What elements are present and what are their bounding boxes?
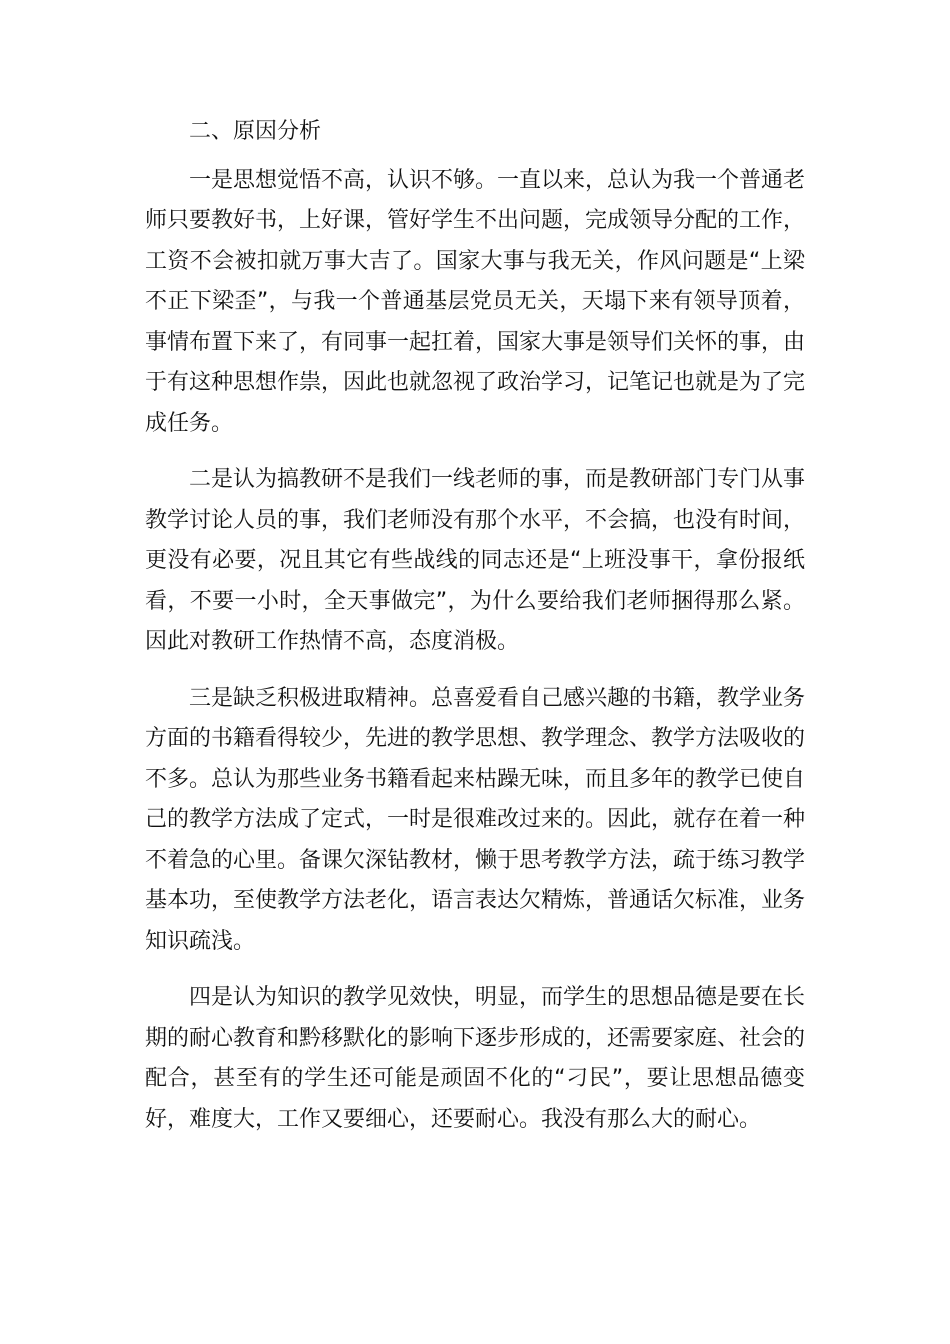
paragraph-3: 三是缺乏积极进取精神。总喜爱看自己感兴趣的书籍，教学业务方面的书籍看得较少，先进的教学思想、教学理念、教学方法吸收的不多。总认为那些业务书籍看起来枯躁无味，而且多年的教学已使自己的教学方法成了定式，一时是很难改过来的。因此，就存在着一种不着急的心里。备课欠深钻教材，懒于思考教学方法，疏于练习教学基本功，至使教学方法老化，语言表达欠精炼，普通话欠标准，业务知识疏浅。: [145, 685, 806, 954]
paragraph-4: 四是认为知识的教学见效快，明显，而学生的思想品德是要在长期的耐心教育和黔移默化的影响下逐步形成的，还需要家庭、社会的配合，甚至有的学生还可能是顽固不化的“刁民”，要让思想品德变好，难度大，工作又要细心，还要耐心。我没有那么大的耐心。: [145, 985, 806, 1132]
paragraph-2: 二是认为搞教研不是我们一线老师的事，而是教研部门专门从事教学讨论人员的事，我们老师没有那个水平，不会搞，也没有时间，更没有必要，况且其它有些战线的同志还是“上班没事干，拿份报纸看，不要一小时，全天事做完”，为什么要给我们老师捆得那么紧。因此对教研工作热情不高，态度消极。: [145, 467, 806, 654]
document-body: [145, 112, 805, 1156]
paragraph-1: 一是思想觉悟不高，认识不够。一直以来，总认为我一个普通老师只要教好书，上好课，管好学生不出问题，完成领导分配的工作，工资不会被扣就万事大吉了。国家大事与我无关，作风问题是“上梁不正下梁歪”，与我一个普通基层党员无关，天塌下来有领导顶着，事情布置下来了，有同事一起扛着，国家大事是领导们关怀的事，由于有这种思想作祟，因此也就忽视了政治学习，记笔记也就是为了完成任务。: [145, 167, 806, 436]
section-heading: 二、原因分析: [189, 119, 322, 144]
